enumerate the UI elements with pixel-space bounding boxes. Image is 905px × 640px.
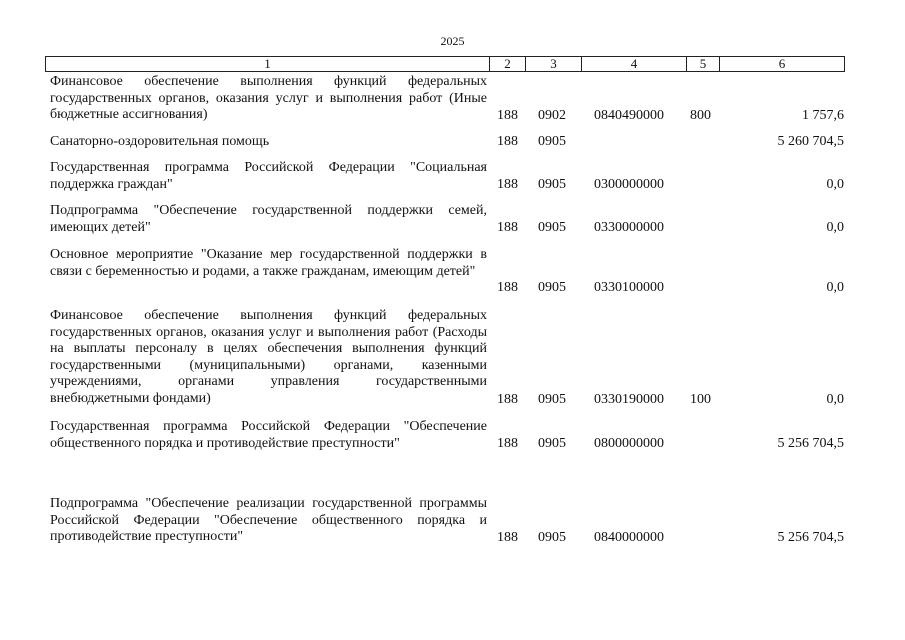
row-rz: 0905 — [538, 530, 566, 545]
header-col-5: 5 — [686, 57, 719, 71]
row-gp: 188 — [497, 530, 518, 545]
table-header-row — [45, 56, 845, 72]
header-col-2: 2 — [489, 57, 525, 71]
row-rz: 0905 — [538, 177, 566, 192]
row-amount: 5 256 704,5 — [777, 436, 844, 451]
page-number: 2025 — [440, 34, 465, 48]
row-rz: 0905 — [538, 220, 566, 235]
row-csr: 0330000000 — [594, 220, 664, 235]
row-csr: 0800000000 — [594, 436, 664, 451]
row-description: Санаторно-оздоровительная помощь — [50, 134, 270, 149]
row-rz: 0905 — [538, 436, 566, 451]
row-csr: 0840490000 — [594, 108, 664, 123]
row-gp: 188 — [497, 280, 518, 295]
row-gp: 188 — [497, 134, 518, 149]
header-col-6: 6 — [719, 57, 844, 71]
row-gp: 188 — [497, 177, 518, 192]
row-rz: 0905 — [538, 280, 566, 295]
row-gp: 188 — [497, 392, 518, 407]
row-gp: 188 — [497, 220, 518, 235]
row-amount: 0,0 — [826, 280, 844, 295]
row-vr: 800 — [690, 108, 711, 123]
row-amount: 0,0 — [826, 220, 844, 235]
row-csr: 0840000000 — [594, 530, 664, 545]
row-description: Основное мероприятие "Оказание мер государственной поддержки в связи с беременностью и родами, а также гражданам, имеющим детей" — [50, 247, 487, 279]
row-gp: 188 — [497, 436, 518, 451]
row-description: Финансовое обеспечение выполнения функций федеральных государственных органов, оказания услуг и выполнения работ (Расходы на выплаты персоналу в целях обеспечения выполнения функций государственными (муниципальными) органами, казенными учреждениями, органами управления государственными внебюджетными фондами) — [50, 308, 487, 406]
row-csr: 0330190000 — [594, 392, 664, 407]
row-vr: 100 — [690, 392, 711, 407]
row-amount: 1 757,6 — [802, 108, 844, 123]
row-description: Государственная программа Российской Федерации "Обеспечение общественного порядка и противодействие преступности" — [50, 419, 487, 451]
row-rz: 0905 — [538, 134, 566, 149]
row-csr: 0300000000 — [594, 177, 664, 192]
row-amount: 5 260 704,5 — [777, 134, 844, 149]
row-rz: 0902 — [538, 108, 566, 123]
row-gp: 188 — [497, 108, 518, 123]
header-col-3: 3 — [525, 57, 581, 71]
row-amount: 0,0 — [826, 177, 844, 192]
row-description: Государственная программа Российской Федерации "Социальная поддержка граждан" — [50, 160, 487, 192]
header-col-1: 1 — [264, 56, 271, 71]
row-amount: 0,0 — [826, 392, 844, 407]
row-rz: 0905 — [538, 392, 566, 407]
row-description: Финансовое обеспечение выполнения функций федеральных государственных органов, оказания услуг и выполнения работ (Иные бюджетные ассигнования) — [50, 74, 487, 122]
row-description: Подпрограмма "Обеспечение реализации государственной программы Российской Федерации "Обеспечение общественного порядка и противодействие преступности" — [50, 496, 487, 544]
row-amount: 5 256 704,5 — [777, 530, 844, 545]
row-csr: 0330100000 — [594, 280, 664, 295]
header-col-4: 4 — [581, 57, 686, 71]
row-description: Подпрограмма "Обеспечение государственной поддержки семей, имеющих детей" — [50, 203, 487, 235]
